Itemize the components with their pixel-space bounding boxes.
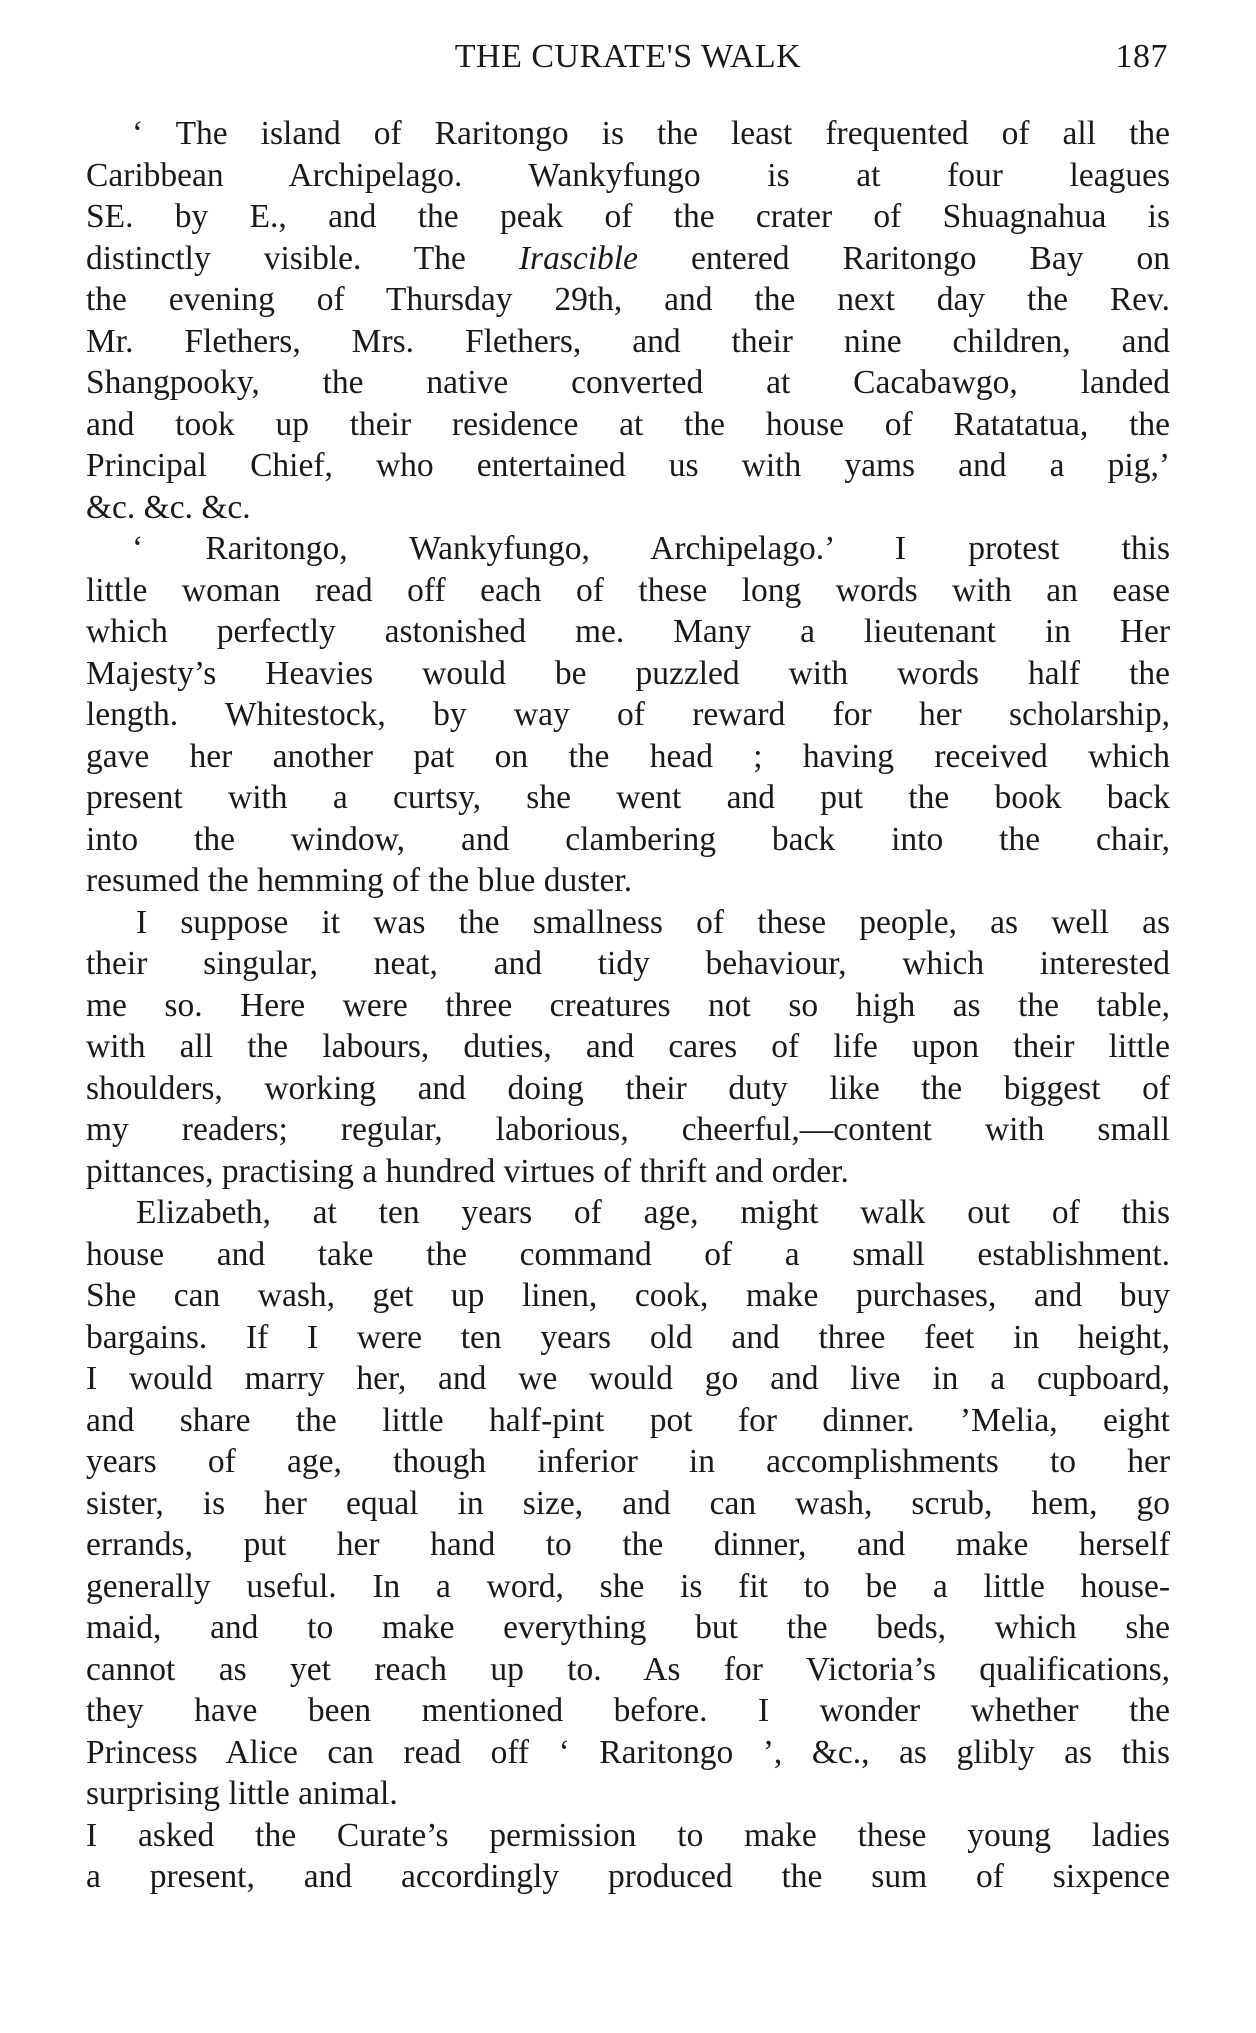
text-line: me so. Here were three creatures not so high as the table,: [86, 986, 1170, 1024]
text-line: they have been mentioned before. I wonder whether the: [86, 1692, 1170, 1729]
text-line: Majesty’s Heavies would be puzzled with words half the: [86, 654, 1170, 692]
text-line: ‘ Raritongo, Wankyfungo, Archipelago.’ I protest this: [132, 530, 1170, 567]
text-line: years of age, though inferior in accomplishments to her: [86, 1443, 1170, 1480]
text-line: and took up their residence at the house of Ratatatua, the: [86, 405, 1170, 443]
text-line: generally useful. In a word, she is fit to be a little house-: [86, 1567, 1170, 1605]
text-line: Principal Chief, who entertained us with yams and a pig,’: [86, 447, 1170, 484]
text-line: &c. &c. &c.: [86, 488, 251, 526]
text-line: SE. by E., and the peak of the crater of Shuagnahua is: [86, 198, 1170, 235]
text-line: errands, put her hand to the dinner, and make herself: [86, 1526, 1170, 1563]
text-line: into the window, and clambering back into the chair,: [86, 820, 1170, 858]
text-line: [86, 238, 1170, 280]
text-line: which perfectly astonished me. Many a lieutenant in Her: [86, 613, 1170, 650]
text-line: pittances, practising a hundred virtues of thrift and order.: [86, 1152, 849, 1190]
text-segment: distinctly visible. The: [86, 239, 519, 277]
text-line: Caribbean Archipelago. Wankyfungo is at four leagues: [86, 156, 1170, 194]
text-line: bargains. If I were ten years old and three feet in height,: [86, 1318, 1170, 1356]
text-line: Shangpooky, the native converted at Cacabawgo, landed: [86, 364, 1170, 401]
text-line: Mr. Flethers, Mrs. Flethers, and their nine children, and: [86, 322, 1170, 360]
text-line: I would marry her, and we would go and live in a cupboard,: [86, 1360, 1170, 1397]
text-line: sister, is her equal in size, and can wash, scrub, hem, go: [86, 1484, 1170, 1522]
body-text: [86, 113, 1170, 1898]
text-line: length. Whitestock, by way of reward for her scholarship,: [86, 696, 1170, 733]
text-line: their singular, neat, and tidy behaviour, which interested: [86, 945, 1170, 982]
text-line: with all the labours, duties, and cares of life upon their little: [86, 1028, 1170, 1065]
text-line: my readers; regular, laborious, cheerful,—content with small: [86, 1111, 1170, 1148]
text-line: present with a curtsy, she went and put the book back: [86, 779, 1170, 816]
running-head: [86, 30, 1170, 82]
text-line: Elizabeth, at ten years of age, might walk out of this: [136, 1194, 1170, 1231]
text-line: resumed the hemming of the blue duster.: [86, 862, 633, 899]
ship-name-italic: Irascible: [518, 239, 638, 277]
text-line: gave her another pat on the head ; having received which: [86, 737, 1170, 775]
text-line: She can wash, get up linen, cook, make purchases, and buy: [86, 1277, 1170, 1314]
text-line: house and take the command of a small establishment.: [86, 1235, 1170, 1273]
text-segment: entered Raritongo Bay on: [637, 239, 1170, 277]
text-line: shoulders, working and doing their duty like the biggest of: [86, 1069, 1170, 1107]
text-line: little woman read off each of these long words with an ease: [86, 571, 1170, 609]
text-line: Princess Alice can read off ‘ Raritongo ’, &c., as glibly as this: [86, 1733, 1170, 1771]
text-line: and share the little half-pint pot for dinner. ’Melia, eight: [86, 1401, 1170, 1439]
text-line: the evening of Thursday 29th, and the next day the Rev.: [86, 281, 1170, 318]
page-number: 187: [1115, 38, 1168, 75]
text-line: a present, and accordingly produced the sum of sixpence: [86, 1858, 1170, 1895]
text-line: surprising little animal.: [86, 1775, 398, 1812]
running-title: THE CURATE'S WALK: [454, 38, 802, 75]
text-line: cannot as yet reach up to. As for Victoria’s qualifications,: [86, 1650, 1170, 1688]
text-line: I asked the Curate’s permission to make these young ladies: [86, 1816, 1170, 1854]
text-line: ‘ The island of Raritongo is the least frequented of all the: [132, 115, 1170, 152]
text-line: I suppose it was the smallness of these people, as well as: [136, 903, 1170, 941]
text-line: maid, and to make everything but the beds, which she: [86, 1609, 1170, 1646]
